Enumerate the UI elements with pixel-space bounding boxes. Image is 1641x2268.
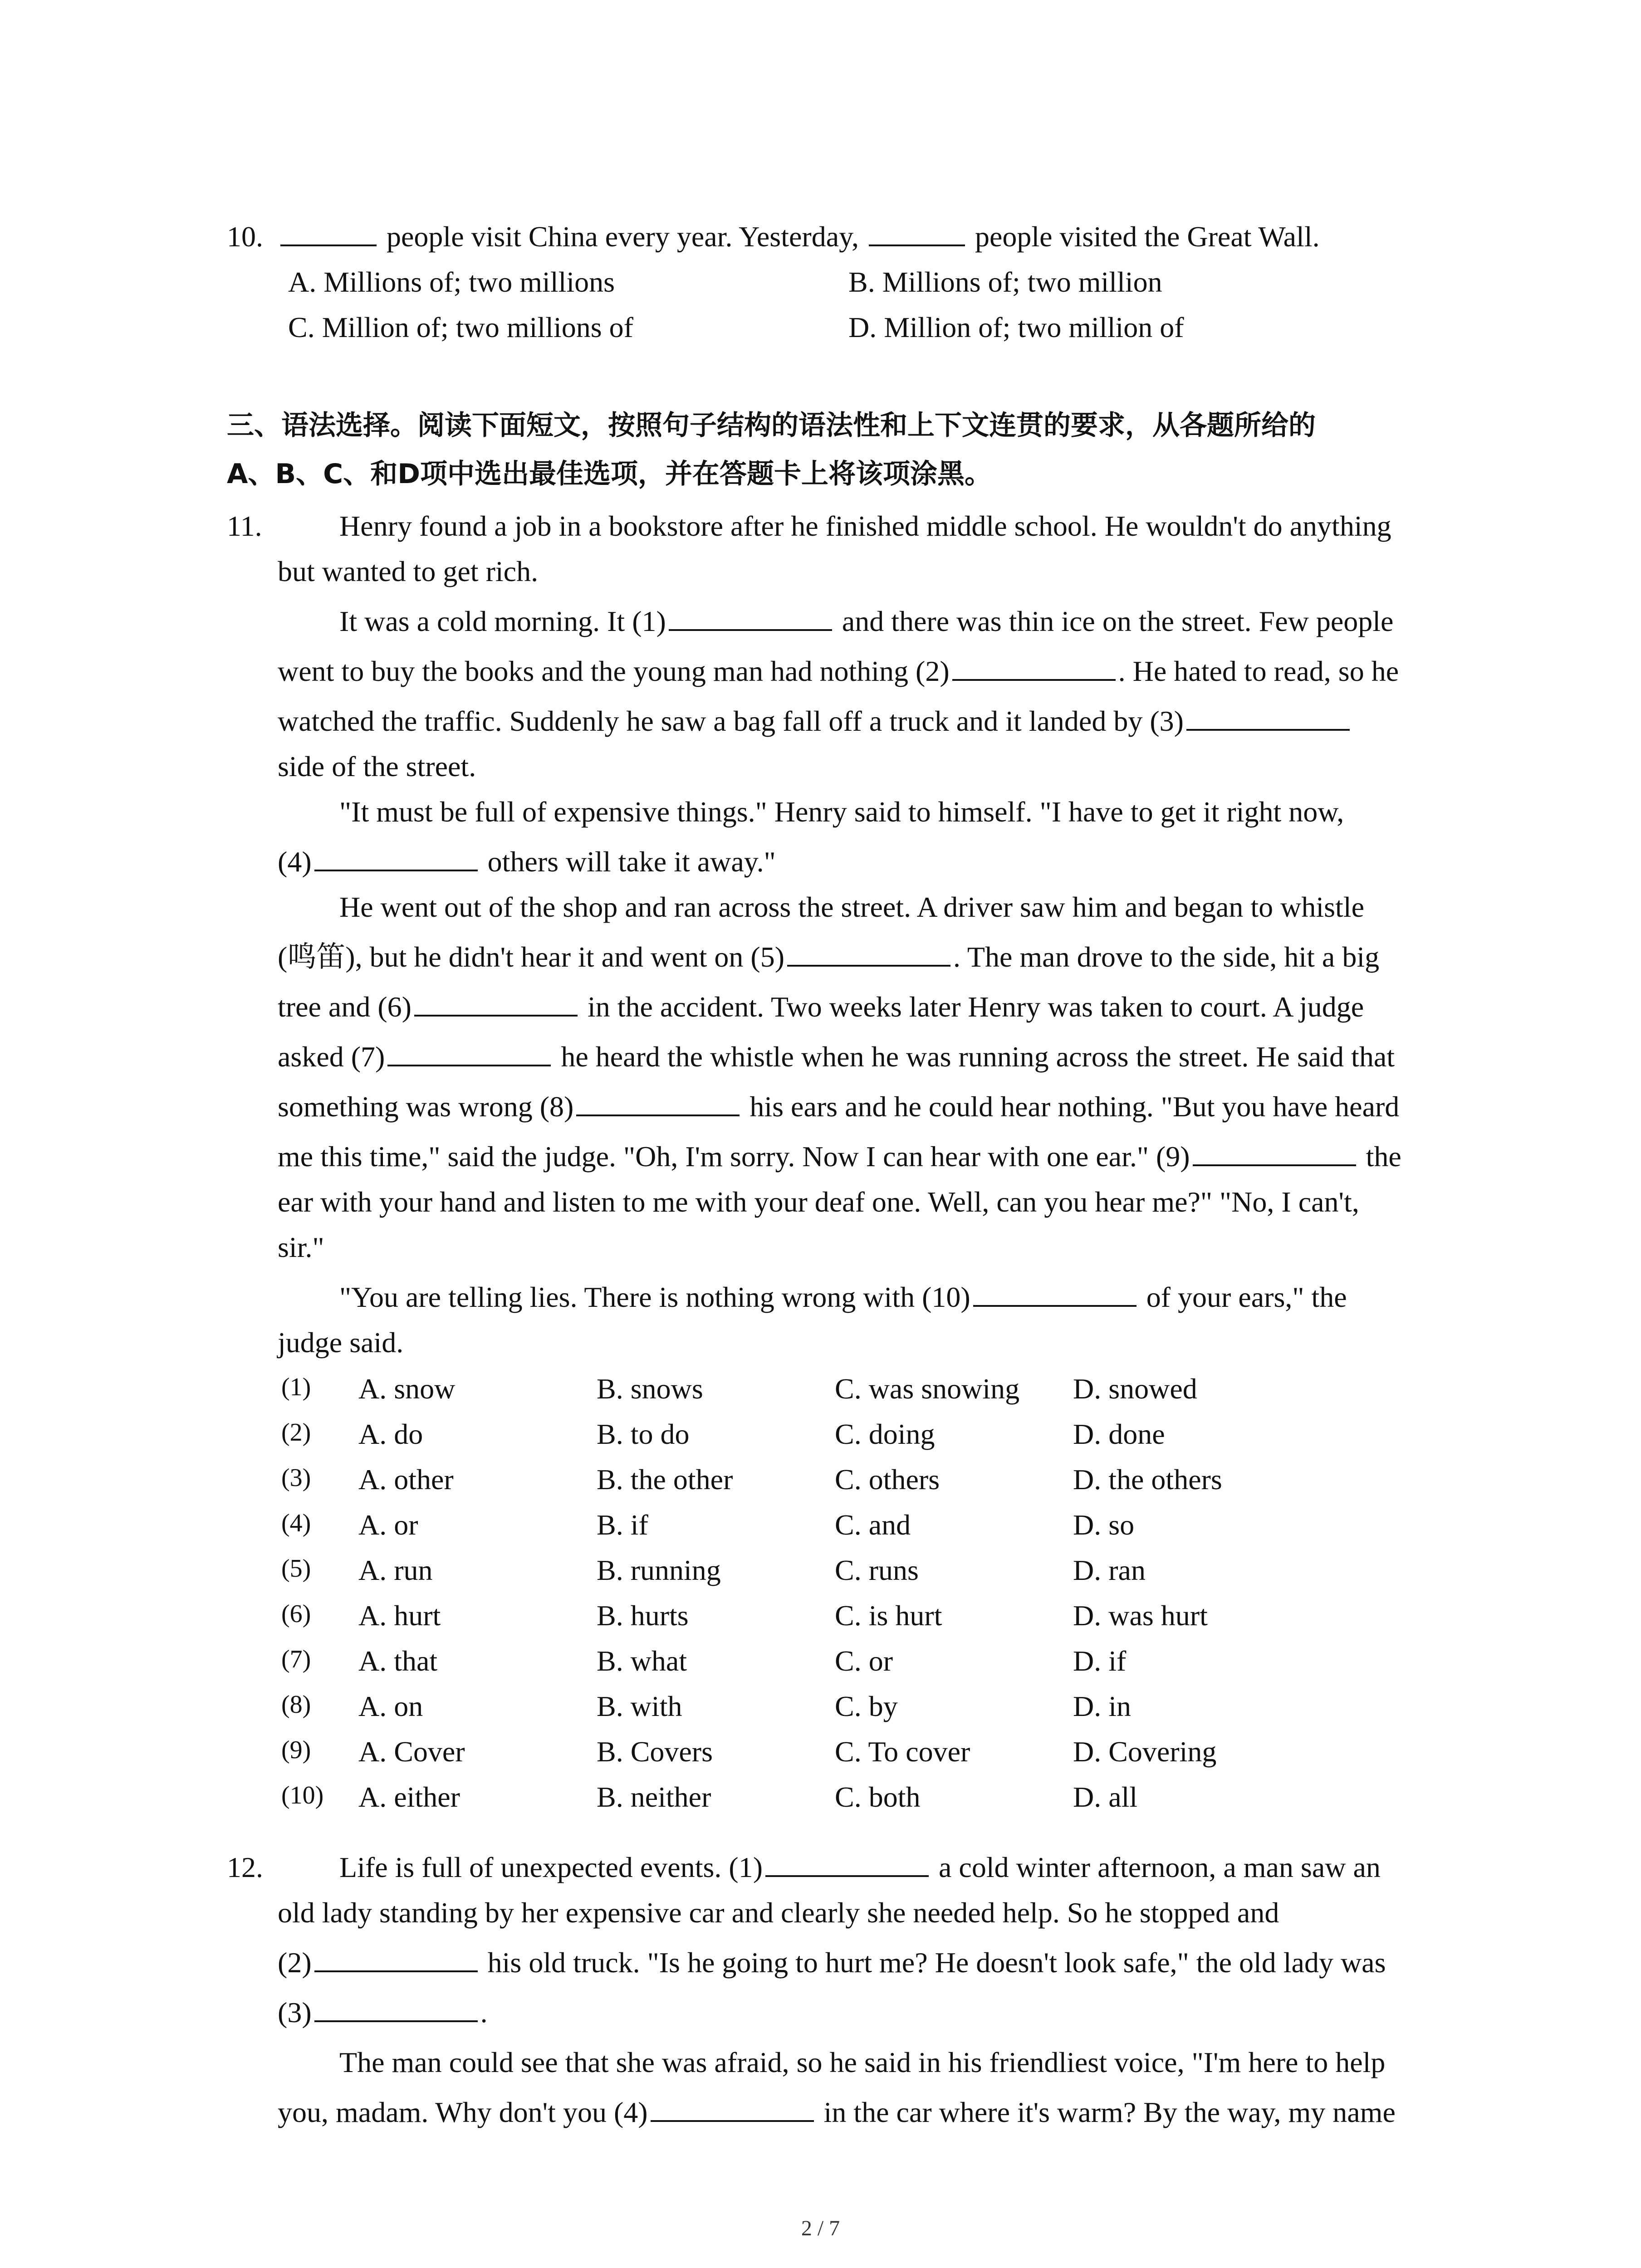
- passage-text: went to buy the books and the young man had nothing (2): [278, 655, 950, 687]
- question-number: 12.: [227, 1851, 263, 1883]
- option-b: B. what: [597, 1645, 687, 1677]
- passage-text: his ears and he could hear nothing. "But you have heard: [749, 1090, 1400, 1123]
- passage-line: [278, 657, 1399, 686]
- question-number: 10.: [227, 220, 263, 253]
- option-b: B. with: [597, 1690, 682, 1722]
- option-c: C. To cover: [835, 1735, 970, 1768]
- option-d: D. was hurt: [1073, 1599, 1208, 1632]
- option-number: (6): [281, 1600, 311, 1628]
- passage-text: something was wrong (8): [278, 1090, 574, 1123]
- passage-line: [339, 1853, 1381, 1882]
- section-heading: A、B、C、和D项中选出最佳选项，并在答题卡上将该项涂黑。: [227, 458, 992, 490]
- option-c: C. others: [835, 1463, 940, 1496]
- option-number: (7): [281, 1645, 311, 1673]
- passage-line: [278, 1142, 1401, 1171]
- option-c: C. runs: [835, 1554, 919, 1586]
- option-a: A. either: [358, 1781, 460, 1813]
- option-a: A. other: [358, 1463, 454, 1496]
- passage-line: [278, 1948, 1386, 1977]
- passage-line: [278, 1092, 1399, 1121]
- option-a: A. that: [358, 1645, 438, 1677]
- stem-text: people visited the Great Wall.: [975, 220, 1320, 253]
- passage-line: judge said.: [278, 1326, 404, 1359]
- passage-line: ear with your hand and listen to me with your deaf one. Well, can you hear me?" "No, I can't,: [278, 1186, 1359, 1218]
- option-a: A. Cover: [358, 1735, 465, 1768]
- passage-text: others will take it away.": [487, 846, 776, 878]
- passage-text: (鸣笛), but he didn't hear it and went on (5): [278, 941, 785, 973]
- option-d: D. Covering: [1073, 1735, 1217, 1768]
- option-a: A. snow: [358, 1373, 456, 1405]
- option-d: D. the others: [1073, 1463, 1222, 1496]
- option-number: (8): [281, 1691, 311, 1719]
- passage-line: old lady standing by her expensive car and clearly she needed help. So he stopped and: [278, 1897, 1279, 1929]
- option-c: C. by: [835, 1690, 898, 1722]
- passage-line: [278, 847, 776, 876]
- option-number: (10): [281, 1781, 324, 1809]
- option-c: C. was snowing: [835, 1373, 1020, 1405]
- option-number: (2): [281, 1418, 311, 1447]
- option-a: A. hurt: [358, 1599, 441, 1632]
- passage-text: a cold winter afternoon, a man saw an: [939, 1851, 1381, 1883]
- passage-text: tree and (6): [278, 991, 411, 1023]
- option-d: D. done: [1073, 1418, 1165, 1450]
- option-number: (5): [281, 1554, 311, 1583]
- option-b: B. to do: [597, 1418, 690, 1450]
- passage-text: (3): [278, 1996, 312, 2028]
- option-c: C. both: [835, 1781, 921, 1813]
- option-c: C. is hurt: [835, 1599, 942, 1632]
- passage-text: you, madam. Why don't you (4): [278, 2096, 648, 2128]
- passage-text: . The man drove to the side, hit a big: [953, 941, 1380, 973]
- answer-blank-4: [314, 870, 478, 871]
- answer-blank-3: [1186, 729, 1350, 731]
- option-d: D. Million of; two million of: [848, 311, 1184, 343]
- passage-line: but wanted to get rich.: [278, 555, 539, 587]
- option-c: C. and: [835, 1509, 911, 1541]
- option-c: C. or: [835, 1645, 893, 1677]
- passage-line: Henry found a job in a bookstore after he finished middle school. He wouldn't do anything: [339, 510, 1391, 542]
- answer-blank-2: [314, 1970, 478, 1972]
- answer-blank: [280, 244, 377, 246]
- option-c: C. Million of; two millions of: [288, 311, 633, 343]
- answer-blank: [869, 244, 965, 246]
- option-d: D. all: [1073, 1781, 1138, 1813]
- option-number: (4): [281, 1509, 311, 1537]
- passage-line: sir.": [278, 1231, 324, 1263]
- passage-line: He went out of the shop and ran across the street. A driver saw him and began to whistle: [339, 891, 1364, 923]
- option-b: B. hurts: [597, 1599, 689, 1632]
- passage-line: [278, 1042, 1395, 1071]
- option-a: A. run: [358, 1554, 433, 1586]
- option-a: A. do: [358, 1418, 423, 1450]
- answer-blank-9: [1193, 1164, 1356, 1166]
- answer-blank-4: [651, 2120, 814, 2122]
- stem-text: people visit China every year. Yesterday,: [387, 220, 859, 253]
- passage-text: asked (7): [278, 1041, 385, 1073]
- question-number: 11.: [227, 510, 262, 542]
- answer-blank-1: [765, 1875, 929, 1877]
- answer-blank-6: [414, 1015, 578, 1017]
- passage-line: [278, 1998, 488, 2027]
- passage-text: "You are telling lies. There is nothing wrong with (10): [339, 1281, 970, 1313]
- passage-text: It was a cold morning. It (1): [339, 605, 666, 637]
- passage-text: in the car where it's warm? By the way, my name: [823, 2096, 1396, 2128]
- passage-line: [339, 607, 1393, 636]
- passage-line: [278, 992, 1364, 1022]
- option-d: D. in: [1073, 1690, 1131, 1722]
- option-c: C. doing: [835, 1418, 935, 1450]
- passage-line: [278, 2098, 1396, 2127]
- option-a: A. Millions of; two millions: [288, 266, 615, 298]
- option-d: D. if: [1073, 1645, 1127, 1677]
- page-number: 2 / 7: [801, 2216, 840, 2240]
- passage-text: and there was thin ice on the street. Few people: [842, 605, 1394, 637]
- passage-text: of your ears," the: [1146, 1281, 1347, 1313]
- passage-text: Life is full of unexpected events. (1): [339, 1851, 763, 1883]
- answer-blank-8: [576, 1114, 740, 1116]
- answer-blank-10: [973, 1305, 1136, 1307]
- option-a: A. or: [358, 1509, 418, 1541]
- option-b: B. if: [597, 1509, 648, 1541]
- option-number: (9): [281, 1736, 311, 1764]
- passage-text: (4): [278, 846, 312, 878]
- passage-text: watched the traffic. Suddenly he saw a bag fall off a truck and it landed by (3): [278, 705, 1184, 737]
- passage-line: "It must be full of expensive things." Henry said to himself. "I have to get it right now,: [339, 796, 1344, 828]
- section-heading: 三、语法选择。阅读下面短文，按照句子结构的语法性和上下文连贯的要求，从各题所给的: [227, 410, 1316, 441]
- passage-text: he heard the whistle when he was running across the street. He said that: [561, 1041, 1395, 1073]
- passage-text: .: [480, 1996, 488, 2028]
- option-b: B. the other: [597, 1463, 733, 1496]
- passage-line: [339, 1283, 1347, 1312]
- passage-line: [278, 707, 1352, 736]
- option-b: B. snows: [597, 1373, 703, 1405]
- option-d: D. ran: [1073, 1554, 1146, 1586]
- option-b: B. neither: [597, 1781, 711, 1813]
- passage-text: (2): [278, 1946, 312, 1979]
- passage-text: his old truck. "Is he going to hurt me? He doesn't look safe," the old lady was: [487, 1946, 1386, 1979]
- option-b: B. Millions of; two million: [848, 266, 1162, 298]
- passage-text: the: [1366, 1140, 1401, 1173]
- passage-line: side of the street.: [278, 750, 476, 782]
- answer-blank-7: [387, 1065, 551, 1066]
- option-b: B. running: [597, 1554, 721, 1586]
- option-number: (3): [281, 1464, 311, 1492]
- answer-blank-2: [952, 679, 1116, 681]
- option-a: A. on: [358, 1690, 423, 1722]
- option-d: D. so: [1073, 1509, 1135, 1541]
- answer-blank-1: [669, 629, 832, 631]
- passage-line: The man could see that she was afraid, so he said in his friendliest voice, "I'm here to help: [339, 2046, 1386, 2078]
- passage-line: [278, 943, 1379, 972]
- option-number: (1): [281, 1373, 311, 1401]
- passage-text: . He hated to read, so he: [1118, 655, 1399, 687]
- answer-blank-3: [314, 2020, 478, 2022]
- passage-text: in the accident. Two weeks later Henry was taken to court. A judge: [587, 991, 1364, 1023]
- option-d: D. snowed: [1073, 1373, 1197, 1405]
- answer-blank-5: [787, 965, 950, 967]
- passage-text: me this time," said the judge. "Oh, I'm sorry. Now I can hear with one ear." (9): [278, 1140, 1190, 1173]
- question-stem: [278, 222, 1320, 251]
- option-b: B. Covers: [597, 1735, 713, 1768]
